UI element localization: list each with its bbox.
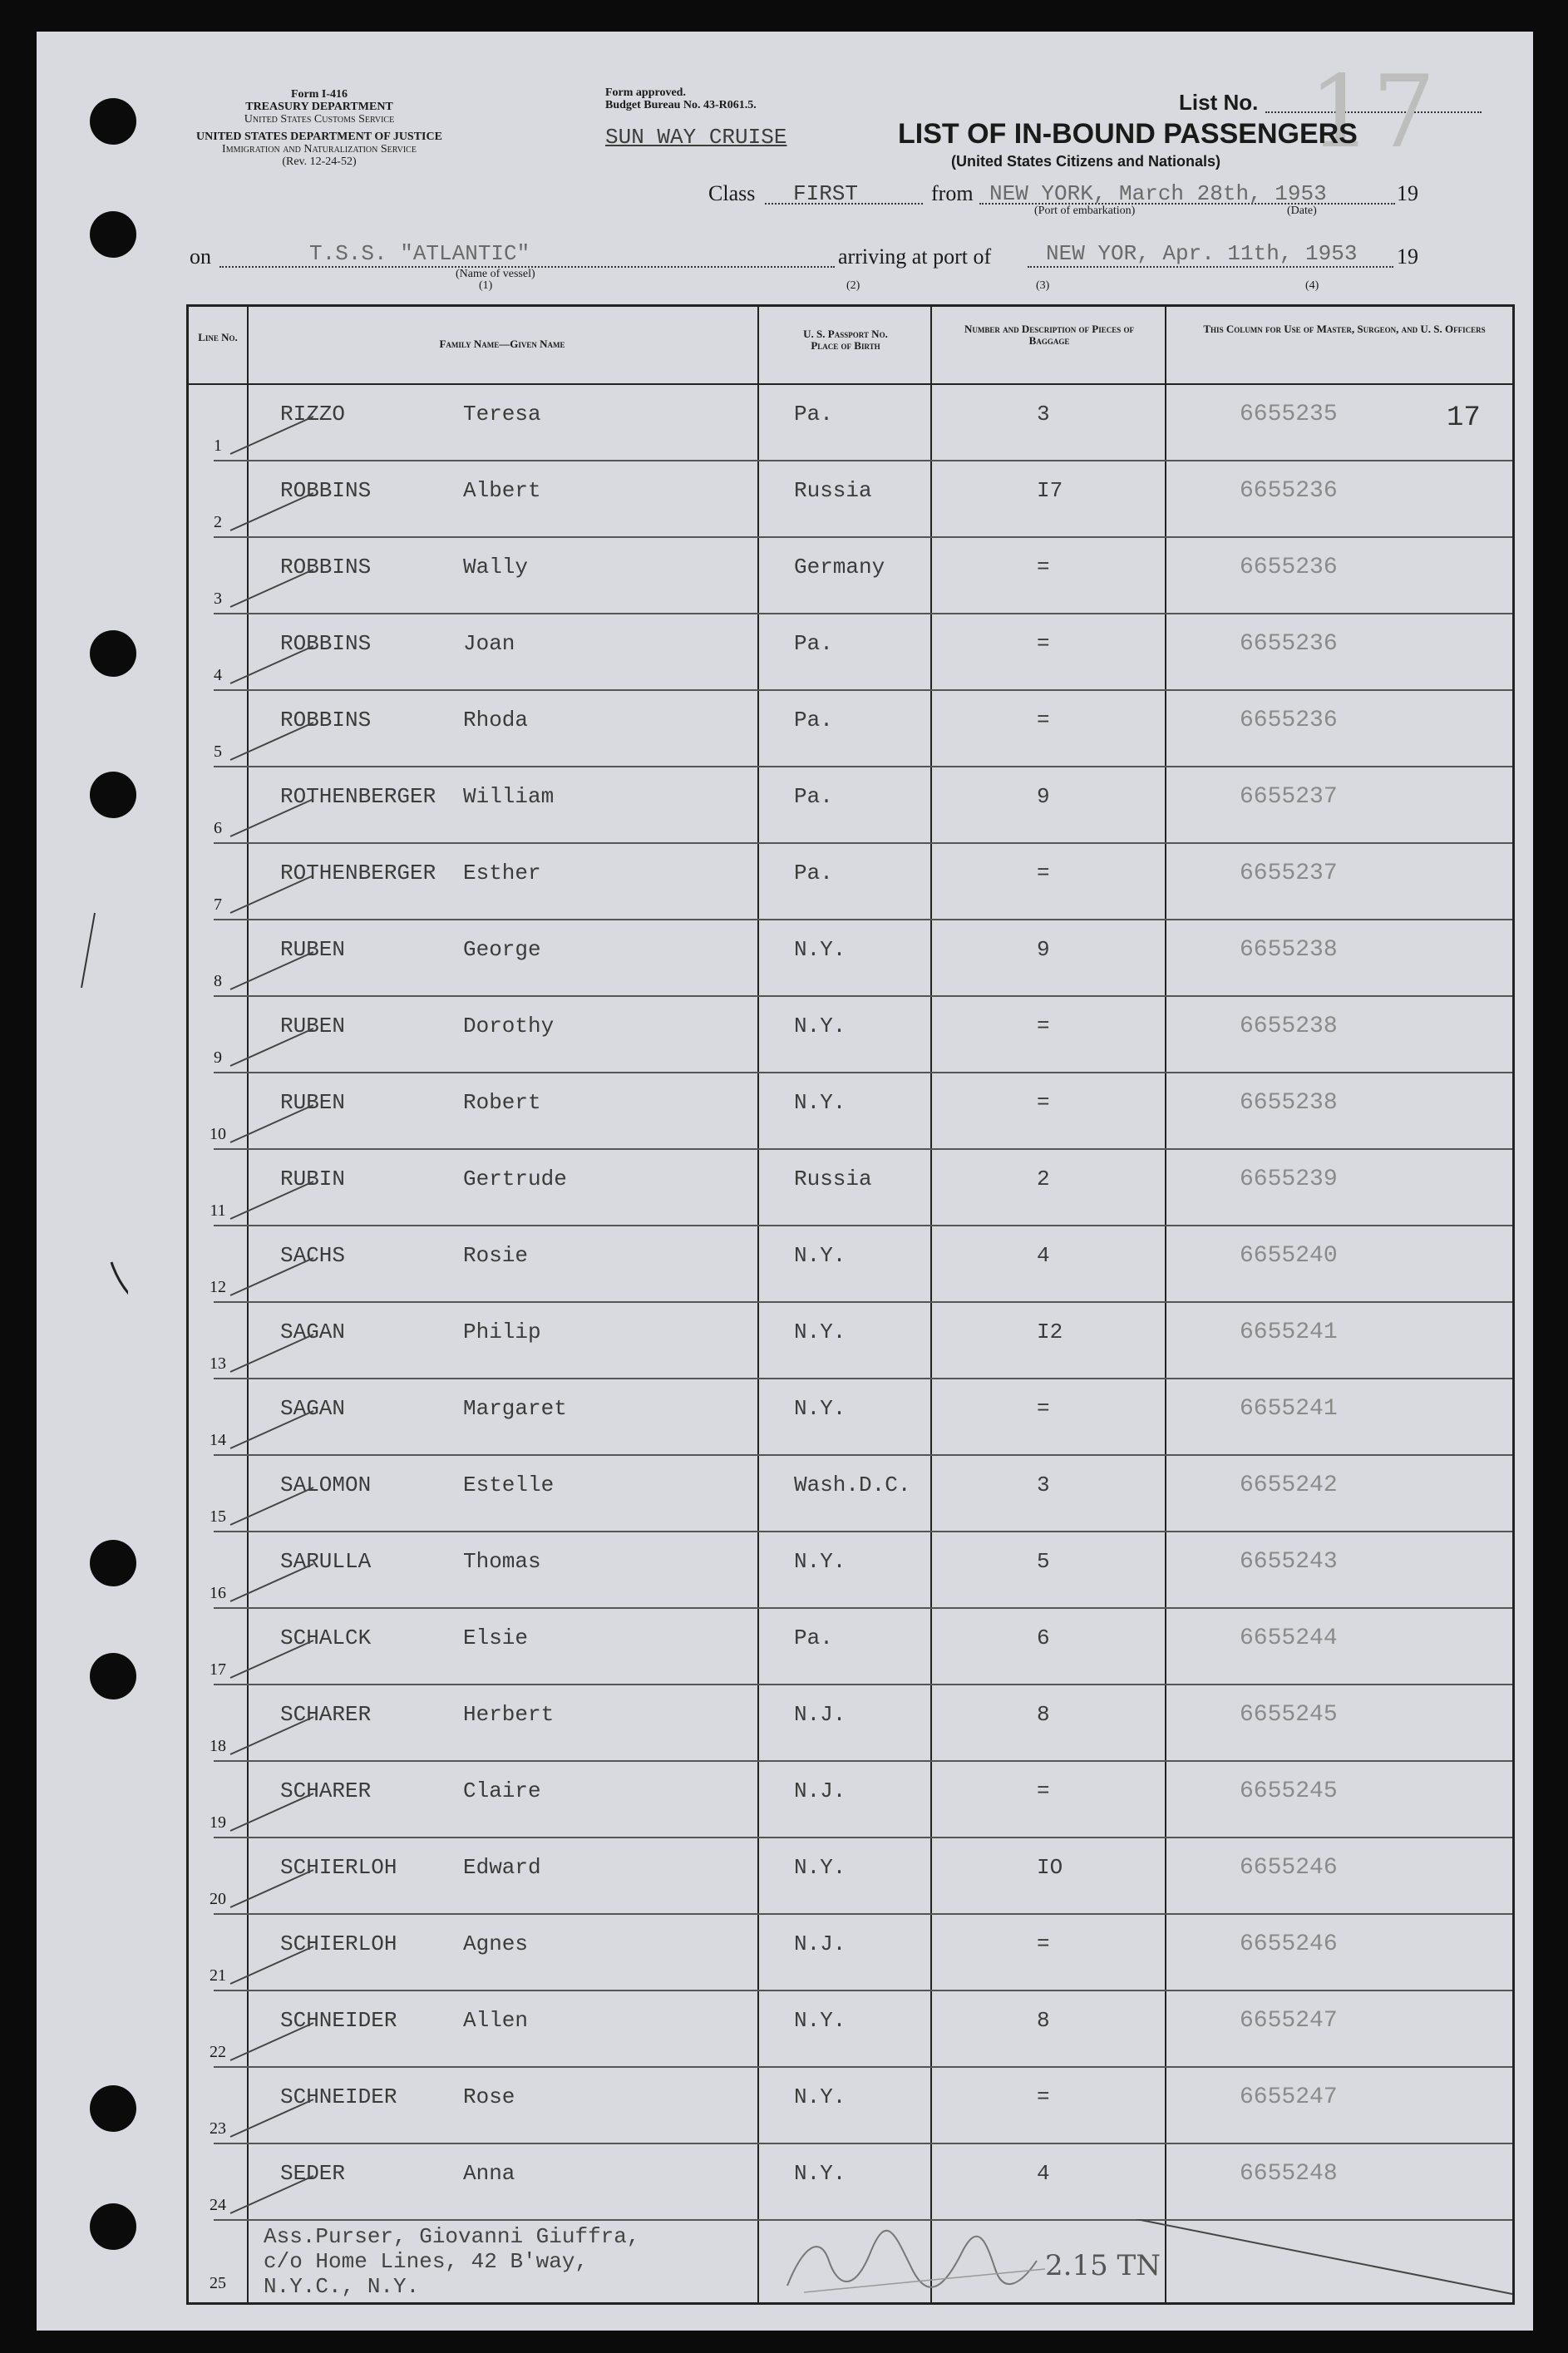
given-name: Teresa	[463, 402, 541, 427]
line-number: 17	[210, 1660, 226, 1679]
check-mark	[222, 1785, 322, 1835]
place-of-birth: Pa.	[794, 708, 833, 733]
punch-hole	[90, 1653, 136, 1699]
family-name: SCHIERLOH	[280, 1931, 397, 1956]
table-row	[189, 460, 1512, 536]
table-row	[189, 1607, 1512, 1684]
handwritten-annotation: 2.15 TN	[1045, 2249, 1161, 2282]
header-passport: U. S. Passport No. Place of Birth	[803, 328, 888, 352]
officer-number: 6655242	[1240, 1472, 1338, 1498]
officer-number: 6655236	[1240, 555, 1338, 580]
given-name: Rhoda	[463, 708, 529, 733]
place-of-birth: N.Y.	[794, 1090, 846, 1115]
given-name: Esther	[463, 861, 541, 885]
check-mark	[222, 2168, 322, 2217]
check-mark	[222, 561, 322, 611]
given-name: Thomas	[463, 1549, 541, 1574]
justice-dept: UNITED STATES DEPARTMENT OF JUSTICE	[196, 131, 442, 143]
given-name: Herbert	[463, 1702, 555, 1727]
punch-hole	[90, 1540, 136, 1586]
arrival-year-suffix: 19	[1397, 244, 1418, 269]
budget-bureau: Budget Bureau No. 43-R061.5.	[605, 99, 757, 111]
table-row	[189, 1531, 1512, 1607]
line-number: 12	[210, 1278, 226, 1296]
family-name: ROBBINS	[280, 708, 372, 733]
officer-number: 6655236	[1240, 478, 1338, 504]
punch-hole	[90, 2203, 136, 2250]
check-mark	[222, 2015, 322, 2064]
from-year-suffix: 19	[1397, 181, 1418, 205]
line-number: 1	[214, 437, 222, 455]
family-name: ROBBINS	[280, 555, 372, 580]
family-name: SCHARER	[280, 1702, 372, 1727]
place-of-birth: N.Y.	[794, 1243, 846, 1268]
officer-number: 6655248	[1240, 2161, 1338, 2187]
baggage-count: 4	[1037, 1243, 1050, 1268]
baggage-count: I2	[1037, 1320, 1063, 1344]
place-of-birth: N.Y.	[794, 937, 846, 962]
baggage-count: 8	[1037, 2008, 1050, 2033]
officer-number: 6655240	[1240, 1243, 1338, 1269]
line-number: 8	[214, 972, 222, 990]
header-name: Family Name—Given Name	[439, 338, 565, 350]
footer-row	[189, 2219, 1512, 2302]
date-label: (Date)	[1287, 205, 1317, 217]
officer-number: 6655237	[1240, 784, 1338, 810]
baggage-count: 8	[1037, 1702, 1050, 1727]
place-of-birth: Pa.	[794, 861, 833, 885]
table-row	[189, 536, 1512, 613]
check-mark	[222, 944, 322, 994]
baggage-count: 9	[1037, 937, 1050, 962]
table-row	[189, 1148, 1512, 1225]
given-name: Anna	[463, 2161, 515, 2186]
header-baggage: Number and Description of Pieces of Baggage	[964, 323, 1134, 347]
place-of-birth: N.Y.	[794, 2008, 846, 2033]
family-name: SCHNEIDER	[280, 2008, 397, 2033]
arrival-value: NEW YOR, Apr. 11th, 1953	[1046, 241, 1358, 266]
punch-hole	[90, 630, 136, 677]
port-embarkation-label: (Port of embarkation)	[1034, 205, 1136, 217]
baggage-count: 9	[1037, 784, 1050, 809]
given-name: Estelle	[463, 1472, 555, 1497]
line-number: 9	[214, 1048, 222, 1067]
check-mark	[222, 1250, 322, 1300]
family-name: RUBEN	[280, 1090, 346, 1115]
line-number: 18	[210, 1737, 226, 1755]
list-no-label: List No.	[1179, 90, 1259, 115]
family-name: SCHARER	[280, 1778, 372, 1803]
family-name: ROBBINS	[280, 631, 372, 656]
line-number: 7	[214, 895, 222, 914]
place-of-birth: Pa.	[794, 1625, 833, 1650]
baggage-count: =	[1037, 631, 1050, 656]
place-of-birth: Pa.	[794, 631, 833, 656]
check-mark	[222, 1556, 322, 1606]
given-name: Joan	[463, 631, 515, 656]
punch-hole	[90, 211, 136, 258]
officer-number: 6655236	[1240, 631, 1338, 657]
form-approved: Form approved.	[605, 86, 686, 99]
line-number: 11	[210, 1201, 226, 1220]
baggage-count: =	[1037, 1396, 1050, 1421]
officer-number: 6655238	[1240, 1014, 1338, 1039]
officer-number: 6655235	[1240, 402, 1338, 427]
officer-number: 6655238	[1240, 1090, 1338, 1116]
baggage-count: =	[1037, 1090, 1050, 1115]
diagonal-mark	[1137, 2219, 1512, 2302]
baggage-count: =	[1037, 2084, 1050, 2109]
table-row	[189, 613, 1512, 689]
col-1-label: (1)	[479, 279, 493, 292]
table-row	[189, 919, 1512, 995]
class-label: Class	[708, 181, 756, 205]
family-name: SALOMON	[280, 1472, 372, 1497]
vessel-name-label: (Name of vessel)	[456, 268, 535, 280]
officer-number: 6655245	[1240, 1778, 1338, 1804]
treasury-dept: TREASURY DEPARTMENT	[245, 101, 393, 113]
given-name: Allen	[463, 2008, 529, 2033]
table-row	[189, 1301, 1512, 1378]
table-row	[189, 995, 1512, 1072]
given-name: Edward	[463, 1855, 541, 1880]
line-number: 10	[210, 1125, 226, 1143]
form-approved-block	[605, 86, 757, 111]
col-4-label: (4)	[1305, 279, 1319, 292]
given-name: George	[463, 937, 541, 962]
side-note: 17	[1447, 402, 1481, 434]
given-name: Albert	[463, 478, 541, 503]
table-row	[189, 2066, 1512, 2143]
family-name: SAGAN	[280, 1320, 346, 1344]
table-row	[189, 689, 1512, 766]
margin-marks	[62, 896, 128, 1428]
baggage-count: =	[1037, 708, 1050, 733]
given-name: Elsie	[463, 1625, 529, 1650]
line-number: 14	[210, 1431, 226, 1449]
header-line-no: Line No.	[198, 331, 238, 343]
officer-number: 6655241	[1240, 1320, 1338, 1345]
given-name: Dorothy	[463, 1014, 555, 1038]
officer-number: 6655236	[1240, 708, 1338, 733]
punch-hole	[90, 772, 136, 818]
line-number: 15	[210, 1507, 226, 1526]
given-name: Claire	[463, 1778, 541, 1803]
baggage-count: 2	[1037, 1167, 1050, 1191]
purser-line-2: c/o Home Lines, 42 B'way,	[264, 2249, 589, 2274]
place-of-birth: Pa.	[794, 784, 833, 809]
check-mark	[222, 1020, 322, 1070]
check-mark	[222, 638, 322, 688]
passenger-list-page	[37, 32, 1533, 2331]
check-mark	[222, 1632, 322, 1682]
place-of-birth: N.J.	[794, 1702, 846, 1727]
family-name: ROTHENBERGER	[280, 784, 436, 809]
table-row	[189, 2143, 1512, 2219]
check-mark	[222, 791, 322, 841]
check-mark	[222, 485, 322, 535]
arriving-label: arriving at port of	[838, 244, 992, 269]
line-number: 21	[210, 1966, 226, 1985]
place-of-birth: Russia	[794, 478, 872, 503]
check-mark	[222, 1479, 322, 1529]
customs-service: United States Customs Service	[244, 113, 395, 126]
baggage-count: 3	[1037, 402, 1050, 427]
check-mark	[222, 2091, 322, 2141]
check-mark	[222, 1403, 322, 1453]
line-number: 24	[210, 2196, 226, 2214]
immigration-service: Immigration and Naturalization Service	[222, 143, 417, 155]
arrival-line	[1028, 266, 1393, 268]
baggage-count: =	[1037, 555, 1050, 580]
check-mark	[222, 1097, 322, 1147]
officer-number: 6655247	[1240, 2084, 1338, 2110]
header-officers: This Column for Use of Master, Surgeon, and U. S. Officers	[1203, 323, 1486, 335]
passenger-table	[186, 304, 1515, 2305]
family-name: SARULLA	[280, 1549, 372, 1574]
given-name: Wally	[463, 555, 529, 580]
line-number: 16	[210, 1584, 226, 1602]
officer-number: 6655246	[1240, 1931, 1338, 1957]
baggage-count: 3	[1037, 1472, 1050, 1497]
place-of-birth: N.J.	[794, 1778, 846, 1803]
table-row	[189, 1837, 1512, 1913]
given-name: William	[463, 784, 555, 809]
line-number: 25	[210, 2274, 226, 2292]
table-row	[189, 383, 1512, 460]
line-number: 2	[214, 513, 222, 531]
family-name: RUBIN	[280, 1167, 346, 1191]
family-name: RUBEN	[280, 1014, 346, 1038]
table-row	[189, 1225, 1512, 1301]
family-name: ROBBINS	[280, 478, 372, 503]
check-mark	[222, 408, 322, 458]
officer-number: 6655246	[1240, 1855, 1338, 1881]
document-subtitle: (United States Citizens and Nationals)	[951, 153, 1221, 170]
place-of-birth: N.Y.	[794, 1855, 846, 1880]
check-mark	[222, 1709, 322, 1759]
from-value: NEW YORK, March 28th, 1953	[989, 181, 1327, 206]
header-dept-block	[186, 88, 452, 168]
baggage-count: =	[1037, 1778, 1050, 1803]
given-name: Philip	[463, 1320, 541, 1344]
given-name: Margaret	[463, 1396, 567, 1421]
baggage-count: 4	[1037, 2161, 1050, 2186]
form-number: Form I-416	[290, 88, 348, 101]
family-name: ROTHENBERGER	[280, 861, 436, 885]
line-number: 13	[210, 1354, 226, 1373]
from-label: from	[931, 181, 974, 205]
purser-line-1: Ass.Purser, Giovanni Giuffra,	[264, 2224, 640, 2249]
given-name: Gertrude	[463, 1167, 567, 1191]
check-mark	[222, 1938, 322, 1988]
line-number: 4	[214, 666, 222, 684]
line-number: 3	[214, 589, 222, 608]
given-name: Rose	[463, 2084, 515, 2109]
place-of-birth: Russia	[794, 1167, 872, 1191]
given-name: Rosie	[463, 1243, 529, 1268]
line-number: 22	[210, 2043, 226, 2061]
on-label: on	[190, 244, 211, 269]
place-of-birth: N.Y.	[794, 2161, 846, 2186]
table-row	[189, 1454, 1512, 1531]
table-row	[189, 1913, 1512, 1990]
place-of-birth: Wash.D.C.	[794, 1472, 911, 1497]
punch-hole	[90, 98, 136, 145]
place-of-birth: N.J.	[794, 1931, 846, 1956]
table-row	[189, 842, 1512, 919]
line-number: 20	[210, 1890, 226, 1908]
officer-number: 6655239	[1240, 1167, 1338, 1192]
place-of-birth: N.Y.	[794, 1014, 846, 1038]
purser-line-3: N.Y.C., N.Y.	[264, 2274, 420, 2299]
family-name: RUBEN	[280, 937, 346, 962]
place-of-birth: Pa.	[794, 402, 833, 427]
check-mark	[222, 867, 322, 917]
officer-number: 6655245	[1240, 1702, 1338, 1728]
baggage-count: IO	[1037, 1855, 1063, 1880]
officer-number: 6655237	[1240, 861, 1338, 886]
check-mark	[222, 1326, 322, 1376]
officer-number: 6655238	[1240, 937, 1338, 963]
family-name: SEDER	[280, 2161, 346, 2186]
officer-number: 6655247	[1240, 2008, 1338, 2034]
officer-number: 6655241	[1240, 1396, 1338, 1422]
class-value: FIRST	[793, 181, 859, 206]
place-of-birth: N.Y.	[794, 1396, 846, 1421]
baggage-count: =	[1037, 1931, 1050, 1956]
place-of-birth: N.Y.	[794, 2084, 846, 2109]
family-name: SACHS	[280, 1243, 346, 1268]
family-name: SCHALCK	[280, 1625, 372, 1650]
place-of-birth: N.Y.	[794, 1549, 846, 1574]
line-number: 5	[214, 742, 222, 761]
purser-info	[264, 2224, 639, 2299]
baggage-count: I7	[1037, 478, 1063, 503]
line-number: 19	[210, 1813, 226, 1832]
family-name: SAGAN	[280, 1396, 346, 1421]
place-of-birth: N.Y.	[794, 1320, 846, 1344]
check-mark	[222, 1862, 322, 1912]
cruise-stamp: SUN WAY CRUISE	[605, 125, 787, 150]
col-2-label: (2)	[846, 279, 860, 292]
vessel-value: T.S.S. "ATLANTIC"	[309, 241, 530, 266]
punch-hole	[90, 2085, 136, 2132]
table-row	[189, 766, 1512, 842]
baggage-count: 5	[1037, 1549, 1050, 1574]
revision-date: (Rev. 12-24-52)	[282, 155, 357, 168]
check-mark	[222, 1173, 322, 1223]
family-name: SCHIERLOH	[280, 1855, 397, 1880]
line-number: 6	[214, 819, 222, 837]
given-name: Agnes	[463, 1931, 529, 1956]
list-no-value: 17	[1309, 55, 1436, 170]
officer-number: 6655244	[1240, 1625, 1338, 1651]
table-row	[189, 1684, 1512, 1760]
table-row	[189, 1990, 1512, 2066]
officer-number: 6655243	[1240, 1549, 1338, 1575]
baggage-count: 6	[1037, 1625, 1050, 1650]
family-name: SCHNEIDER	[280, 2084, 397, 2109]
table-row	[189, 1072, 1512, 1148]
document-title: LIST OF IN-BOUND PASSENGERS	[898, 118, 1358, 150]
col-3-label: (3)	[1036, 279, 1050, 292]
given-name: Robert	[463, 1090, 541, 1115]
check-mark	[222, 714, 322, 764]
baggage-count: =	[1037, 1014, 1050, 1038]
place-of-birth: Germany	[794, 555, 885, 580]
table-row	[189, 1760, 1512, 1837]
family-name: RIZZO	[280, 402, 346, 427]
line-number: 23	[210, 2119, 226, 2138]
table-row	[189, 1378, 1512, 1454]
baggage-count: =	[1037, 861, 1050, 885]
